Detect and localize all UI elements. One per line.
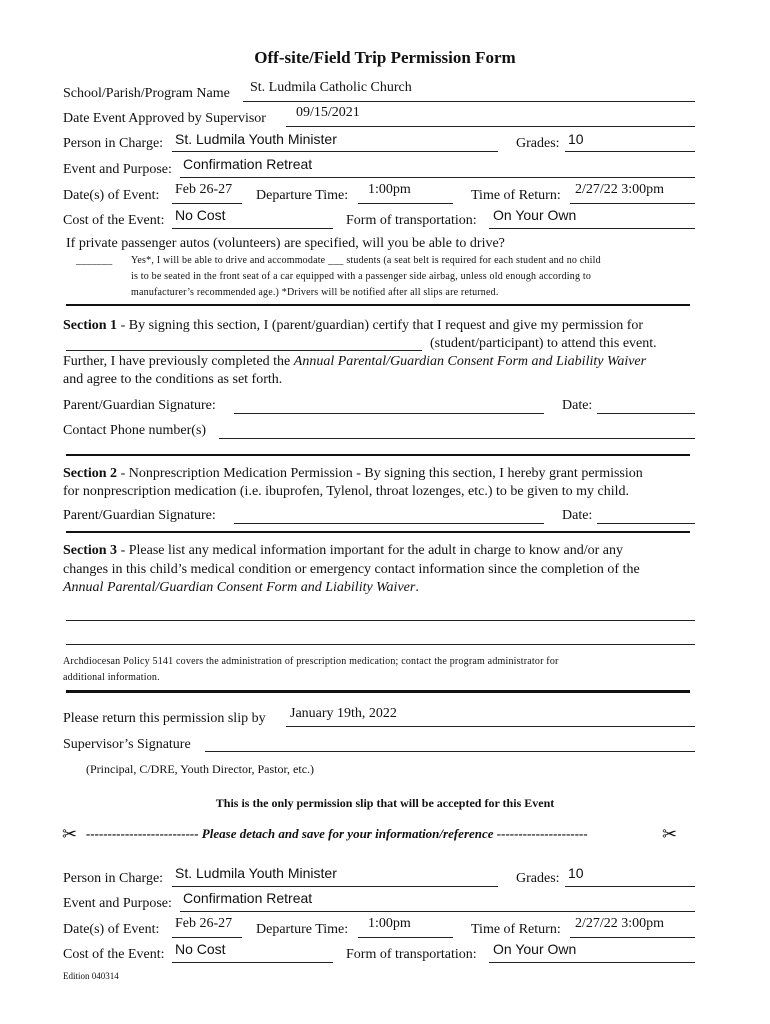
school-value[interactable]: St. Ludmila Catholic Church bbox=[250, 80, 412, 95]
tearoff-departure-label: Departure Time: bbox=[256, 922, 349, 937]
return-label: Time of Return: bbox=[471, 188, 561, 203]
section-divider bbox=[66, 304, 690, 306]
section-divider bbox=[66, 454, 690, 456]
tearoff-dates-value[interactable]: Feb 26-27 bbox=[175, 916, 233, 931]
consent-form-name: Annual Parental/Guardian Consent Form and Liability Waiver bbox=[293, 354, 647, 369]
dates-value[interactable]: Feb 26-27 bbox=[175, 182, 233, 197]
event-purpose-label: Event and Purpose: bbox=[63, 162, 172, 177]
transport-value[interactable]: On Your Own bbox=[493, 207, 577, 223]
tearoff-person-value[interactable]: St. Ludmila Youth Minister bbox=[175, 865, 337, 881]
student-name-field-line[interactable] bbox=[66, 350, 422, 351]
return-field-line[interactable] bbox=[570, 203, 695, 204]
return-by-value[interactable]: January 19th, 2022 bbox=[290, 706, 397, 721]
dates-label: Date(s) of Event: bbox=[63, 188, 160, 203]
contact-phone-field[interactable] bbox=[219, 438, 695, 439]
section2-text-2: for nonprescription medication (i.e. ibuprofen, Tylenol, throat lozenges, etc.) to be given to my child. bbox=[63, 484, 629, 499]
scissors-right-icon: ✂ bbox=[662, 824, 678, 844]
event-purpose-field-line[interactable] bbox=[180, 177, 695, 178]
tearoff-dates-field-line[interactable] bbox=[172, 937, 242, 938]
contact-phone-label: Contact Phone number(s) bbox=[63, 423, 207, 438]
tearoff-event-field-line[interactable] bbox=[180, 911, 695, 912]
section1-text-1: - By signing this section, I (parent/guardian) certify that I request and give my permission for bbox=[117, 318, 644, 333]
supervisor-signature-field[interactable] bbox=[205, 751, 695, 752]
section3-text-3: Annual Parental/Guardian Consent Form and Liability Waiver bbox=[63, 580, 416, 595]
detach-instruction: -------------------------- Please detach and save for your information/reference --------------------- bbox=[86, 826, 588, 841]
supervisor-note: (Principal, C/DRE, Youth Director, Pastor, etc.) bbox=[86, 762, 315, 776]
section3-line-1 bbox=[63, 543, 623, 559]
section1-signature-field[interactable] bbox=[234, 413, 544, 414]
edition-label: Edition 040314 bbox=[63, 971, 119, 981]
section-divider bbox=[66, 690, 690, 693]
departure-field-line[interactable] bbox=[358, 203, 453, 204]
tearoff-grades-field-line[interactable] bbox=[565, 886, 695, 887]
section2-signature-field[interactable] bbox=[234, 523, 544, 524]
tearoff-transport-field-line[interactable] bbox=[489, 962, 695, 963]
section2-date-field[interactable] bbox=[597, 523, 695, 524]
section3-heading: Section 3 bbox=[63, 543, 118, 558]
tearoff-dates-label: Date(s) of Event: bbox=[63, 922, 160, 937]
section3-line-3 bbox=[63, 580, 419, 596]
transport-label: Form of transportation: bbox=[346, 213, 477, 228]
person-in-charge-value[interactable]: St. Ludmila Youth Minister bbox=[175, 131, 337, 147]
event-purpose-value[interactable]: Confirmation Retreat bbox=[183, 156, 313, 172]
only-slip-notice: This is the only permission slip that will be accepted for this Event bbox=[215, 796, 555, 810]
section2-line-1 bbox=[63, 466, 643, 482]
drive-note-line-2: is to be seated in the front seat of a car equipped with a passenger side airbag, unless old enough according to bbox=[131, 271, 592, 282]
section2-heading: Section 2 bbox=[63, 466, 118, 481]
drive-yes-blank[interactable]: _______ bbox=[76, 255, 113, 266]
form-title: Off-site/Field Trip Permission Form bbox=[254, 48, 516, 67]
tearoff-return-label: Time of Return: bbox=[471, 922, 561, 937]
grades-value[interactable]: 10 bbox=[568, 131, 584, 147]
section1-line-1 bbox=[63, 318, 643, 334]
tearoff-transport-label: Form of transportation: bbox=[346, 947, 477, 962]
person-in-charge-field-line[interactable] bbox=[172, 151, 498, 152]
return-by-label: Please return this permission slip by bbox=[63, 711, 266, 726]
tearoff-cost-value[interactable]: No Cost bbox=[175, 941, 226, 957]
tearoff-grades-label: Grades: bbox=[516, 871, 560, 886]
section2-signature-label: Parent/Guardian Signature: bbox=[63, 508, 216, 523]
section1-text-4: and agree to the conditions as set forth. bbox=[63, 372, 283, 387]
return-value[interactable]: 2/27/22 3:00pm bbox=[575, 182, 665, 197]
date-approved-value[interactable]: 09/15/2021 bbox=[296, 105, 360, 120]
tearoff-return-field-line[interactable] bbox=[570, 937, 695, 938]
policy-line-1: Archdiocesan Policy 5141 covers the administration of prescription medication; contact the program administrator for bbox=[63, 656, 559, 667]
section-divider bbox=[66, 531, 690, 533]
tearoff-transport-value[interactable]: On Your Own bbox=[493, 941, 577, 957]
tearoff-event-value[interactable]: Confirmation Retreat bbox=[183, 890, 313, 906]
section2-date-label: Date: bbox=[562, 508, 593, 523]
tearoff-grades-value[interactable]: 10 bbox=[568, 865, 584, 881]
tearoff-cost-label: Cost of the Event: bbox=[63, 947, 165, 962]
tearoff-departure-value[interactable]: 1:00pm bbox=[368, 916, 411, 931]
scissors-left-icon: ✂ bbox=[62, 824, 78, 844]
tearoff-cost-field-line[interactable] bbox=[172, 962, 333, 963]
section1-heading: Section 1 bbox=[63, 318, 118, 333]
section1-text-2: (student/participant) to attend this event. bbox=[430, 336, 657, 351]
cost-label: Cost of the Event: bbox=[63, 213, 165, 228]
section2-text-1: - Nonprescription Medication Permission - By signing this section, I hereby grant permission bbox=[117, 466, 643, 481]
policy-line-2: additional information. bbox=[63, 672, 160, 683]
tearoff-event-label: Event and Purpose: bbox=[63, 896, 172, 911]
medical-info-line-1[interactable] bbox=[66, 620, 695, 621]
date-approved-label: Date Event Approved by Supervisor bbox=[63, 111, 266, 126]
tearoff-person-field-line[interactable] bbox=[172, 886, 498, 887]
section1-date-label: Date: bbox=[562, 398, 593, 413]
drive-note-line-3: manufacturer’s recommended age.) *Drivers will be notified after all slips are returned. bbox=[131, 287, 499, 298]
section1-text-3a: Further, I have previously completed the bbox=[63, 354, 294, 369]
cost-field-line[interactable] bbox=[172, 228, 333, 229]
tearoff-return-value[interactable]: 2/27/22 3:00pm bbox=[575, 916, 665, 931]
grades-label: Grades: bbox=[516, 136, 560, 151]
section3-text-1: - Please list any medical information important for the adult in charge to know and/or any bbox=[117, 543, 624, 558]
section1-line-3 bbox=[63, 354, 646, 370]
section1-date-field[interactable] bbox=[597, 413, 695, 414]
section3-text-2: changes in this child’s medical condition or emergency contact information since the completion of the bbox=[63, 562, 640, 577]
school-label: School/Parish/Program Name bbox=[63, 86, 230, 101]
section3-period: . bbox=[415, 580, 419, 595]
departure-value[interactable]: 1:00pm bbox=[368, 182, 411, 197]
school-field-line[interactable] bbox=[243, 101, 695, 102]
supervisor-signature-label: Supervisor’s Signature bbox=[63, 737, 191, 752]
dates-field-line[interactable] bbox=[172, 203, 242, 204]
return-by-field-line[interactable] bbox=[286, 726, 695, 727]
medical-info-line-2[interactable] bbox=[66, 644, 695, 645]
grades-field-line[interactable] bbox=[565, 151, 695, 152]
cost-value[interactable]: No Cost bbox=[175, 207, 226, 223]
departure-label: Departure Time: bbox=[256, 188, 349, 203]
tearoff-person-label: Person in Charge: bbox=[63, 871, 164, 886]
drive-note-line-1: Yes*, I will be able to drive and accommodate ___ students (a seat belt is required for each student and no child bbox=[131, 255, 601, 266]
section1-signature-label: Parent/Guardian Signature: bbox=[63, 398, 216, 413]
person-in-charge-label: Person in Charge: bbox=[63, 136, 164, 151]
transport-field-line[interactable] bbox=[489, 228, 695, 229]
date-approved-field-line[interactable] bbox=[286, 126, 695, 127]
drive-question: If private passenger autos (volunteers) are specified, will you be able to drive? bbox=[66, 236, 505, 251]
tearoff-departure-field-line[interactable] bbox=[358, 937, 453, 938]
